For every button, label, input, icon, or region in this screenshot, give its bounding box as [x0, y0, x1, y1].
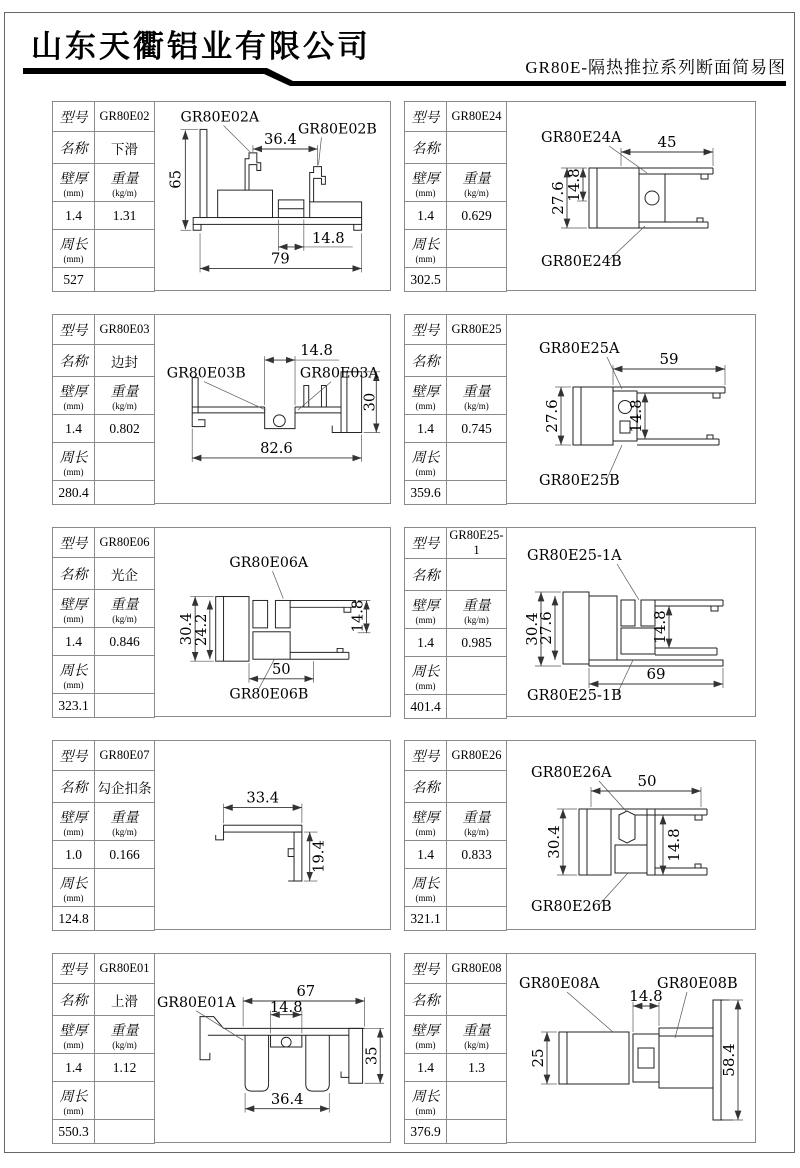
perimeter-value: 550.3: [53, 1120, 95, 1144]
profile-outline: [573, 387, 725, 445]
weight-label: 重量 (kg/m): [447, 1016, 507, 1054]
name-value: 上滑: [95, 984, 155, 1016]
weight-value: 1.12: [95, 1054, 155, 1082]
dim-label: 14.8: [311, 230, 345, 247]
profile-ref-label: GR80E03B: [166, 365, 246, 382]
dim-label: 65: [167, 170, 185, 189]
perimeter-value: 124.8: [53, 907, 95, 931]
thickness-label: 壁厚 (mm): [405, 164, 447, 202]
name-label: 名称: [53, 558, 95, 590]
profile-card: [52, 314, 391, 504]
empty-cell: [447, 443, 507, 481]
thickness-value: 1.4: [405, 841, 447, 869]
weight-label: 重量 (kg/m): [95, 164, 155, 202]
profile-outline: [559, 1000, 733, 1120]
profile-ref-label: GR80E25A: [539, 341, 620, 357]
model-value: GR80E02: [95, 102, 155, 132]
dim-label: 35: [363, 1046, 381, 1066]
perimeter-value: 359.6: [405, 481, 447, 505]
empty-cell: [447, 657, 507, 695]
name-value: 勾企扣条: [95, 771, 155, 803]
profile-card: [404, 314, 756, 504]
perimeter-label: 周长 (mm): [53, 869, 95, 907]
dim-label: 33.4: [246, 789, 280, 807]
model-value: GR80E06: [95, 528, 155, 558]
perimeter-label: 周长 (mm): [405, 1082, 447, 1120]
empty-cell: [95, 1120, 155, 1144]
thickness-label: 壁厚 (mm): [405, 1016, 447, 1054]
spec-table: [404, 953, 507, 1144]
dim-label: 79: [270, 250, 290, 268]
name-label: 名称: [405, 345, 447, 377]
section-drawing: [155, 953, 391, 1143]
profile-ref-label: GR80E25-1A: [527, 548, 622, 564]
dim-label: 58.4: [720, 1043, 738, 1077]
empty-cell: [95, 907, 155, 931]
empty-cell: [447, 268, 507, 292]
dim-label: 27.6: [543, 399, 561, 433]
weight-label: 重量 (kg/m): [447, 164, 507, 202]
section-drawing: [507, 953, 756, 1143]
profile-ref-label: GR80E26A: [531, 765, 612, 781]
profile-ref-label: GR80E01A: [156, 994, 236, 1011]
empty-cell: [447, 695, 507, 719]
profile-card: [404, 740, 756, 930]
page-frame: [4, 12, 795, 1153]
dim-label: 30.4: [178, 612, 196, 646]
section-drawing: [155, 314, 391, 504]
model-value: GR80E01: [95, 954, 155, 984]
perimeter-label: 周长 (mm): [53, 1082, 95, 1120]
dim-label: 30: [361, 392, 379, 412]
perimeter-value: 323.1: [53, 694, 95, 718]
weight-label: 重量 (kg/m): [447, 591, 507, 629]
profile-card: [404, 953, 756, 1143]
spec-table: [404, 527, 507, 719]
dim-label: 14.8: [269, 998, 303, 1016]
spec-table: [52, 740, 155, 931]
model-label: 型号: [53, 102, 95, 132]
name-label: 名称: [53, 984, 95, 1016]
empty-cell: [447, 230, 507, 268]
section-drawing: [155, 101, 391, 291]
section-drawing: [507, 314, 756, 504]
perimeter-value: 401.4: [405, 695, 447, 719]
profile-outline: [579, 809, 707, 875]
empty-cell: [95, 656, 155, 694]
profile-card: [404, 527, 756, 717]
thickness-value: 1.4: [405, 202, 447, 230]
name-label: 名称: [53, 132, 95, 164]
name-label: 名称: [53, 345, 95, 377]
profile-ref-label: GR80E02B: [297, 121, 377, 138]
model-label: 型号: [405, 102, 447, 132]
model-value: GR80E08: [447, 954, 507, 984]
thickness-value: 1.4: [53, 1054, 95, 1082]
profile-outline: [589, 168, 713, 228]
name-value: [447, 559, 507, 591]
empty-cell: [447, 1082, 507, 1120]
empty-cell: [447, 1120, 507, 1144]
profile-ref-label: GR80E24B: [541, 254, 622, 270]
perimeter-label: 周长 (mm): [53, 230, 95, 268]
name-label: 名称: [53, 771, 95, 803]
thickness-value: 1.4: [53, 628, 95, 656]
section-drawing: [155, 527, 391, 717]
dim-label: 67: [296, 983, 316, 1001]
weight-value: 0.166: [95, 841, 155, 869]
name-value: 光企: [95, 558, 155, 590]
name-value: [447, 771, 507, 803]
dim-label: 24.2: [192, 613, 210, 647]
profile-card: [52, 740, 391, 930]
extension-lines: [224, 804, 318, 881]
thickness-label: 壁厚 (mm): [405, 591, 447, 629]
dim-label: 14.8: [665, 828, 683, 862]
perimeter-value: 280.4: [53, 481, 95, 505]
name-label: 名称: [405, 984, 447, 1016]
perimeter-label: 周长 (mm): [405, 230, 447, 268]
empty-cell: [95, 230, 155, 268]
dim-label: 14.8: [627, 399, 645, 433]
dim-label: 14.8: [565, 168, 583, 202]
dim-label: 27.6: [537, 611, 555, 645]
model-label: 型号: [53, 528, 95, 558]
spec-table: [404, 101, 507, 292]
dim-label: 50: [271, 660, 291, 678]
empty-cell: [95, 481, 155, 505]
model-value: GR80E07: [95, 741, 155, 771]
dim-label: 14.8: [629, 987, 663, 1005]
model-value: GR80E25-1: [447, 528, 507, 559]
name-value: [447, 984, 507, 1016]
profile-outline: [200, 1017, 365, 1091]
name-value: [447, 345, 507, 377]
dim-label: 14.8: [300, 342, 333, 360]
name-label: 名称: [405, 771, 447, 803]
model-value: GR80E03: [95, 315, 155, 345]
weight-label: 重量 (kg/m): [95, 590, 155, 628]
dim-label: 36.4: [270, 1090, 304, 1108]
sheet-title: GR80E-隔热推拉系列断面简易图: [525, 58, 786, 77]
spec-table: [52, 314, 155, 505]
thickness-label: 壁厚 (mm): [405, 803, 447, 841]
dim-label: 82.6: [260, 440, 293, 458]
perimeter-value: 527: [53, 268, 95, 292]
profile-outline: [216, 825, 302, 881]
thickness-label: 壁厚 (mm): [53, 377, 95, 415]
dim-label: 25: [529, 1048, 547, 1068]
profile-card: [52, 953, 391, 1143]
dim-label: 36.4: [263, 131, 297, 149]
spec-table: [52, 527, 155, 718]
model-label: 型号: [405, 741, 447, 771]
weight-value: 0.833: [447, 841, 507, 869]
weight-value: 0.985: [447, 629, 507, 657]
spec-table: [52, 101, 155, 292]
weight-label: 重量 (kg/m): [95, 803, 155, 841]
model-label: 型号: [405, 954, 447, 984]
weight-label: 重量 (kg/m): [95, 377, 155, 415]
model-label: 型号: [53, 741, 95, 771]
empty-cell: [95, 869, 155, 907]
empty-cell: [95, 1082, 155, 1120]
section-drawing: [507, 740, 756, 930]
model-label: 型号: [53, 954, 95, 984]
name-label: 名称: [405, 559, 447, 591]
empty-cell: [447, 907, 507, 931]
name-label: 名称: [405, 132, 447, 164]
profile-ref-label: GR80E06A: [229, 555, 309, 572]
perimeter-label: 周长 (mm): [405, 657, 447, 695]
section-drawing: [507, 527, 756, 717]
empty-cell: [95, 268, 155, 292]
dim-label: 14.8: [349, 599, 367, 633]
model-value: GR80E24: [447, 102, 507, 132]
thickness-label: 壁厚 (mm): [53, 164, 95, 202]
empty-cell: [95, 694, 155, 718]
name-value: [447, 132, 507, 164]
perimeter-label: 周长 (mm): [53, 656, 95, 694]
model-label: 型号: [405, 528, 447, 559]
perimeter-value: 321.1: [405, 907, 447, 931]
dim-label: 50: [637, 772, 657, 790]
thickness-label: 壁厚 (mm): [53, 590, 95, 628]
thickness-value: 1.4: [53, 415, 95, 443]
profile-ref-label: GR80E08A: [519, 976, 600, 992]
model-label: 型号: [405, 315, 447, 345]
section-drawing: [155, 740, 391, 930]
profile-ref-label: GR80E02A: [180, 109, 260, 126]
thickness-label: 壁厚 (mm): [53, 1016, 95, 1054]
dim-label: 30.4: [545, 825, 563, 859]
dim-label: 19.4: [310, 840, 328, 873]
model-value: GR80E26: [447, 741, 507, 771]
weight-value: 0.802: [95, 415, 155, 443]
weight-value: 1.3: [447, 1054, 507, 1082]
model-label: 型号: [53, 315, 95, 345]
company-name: 山东天衢铝业有限公司: [31, 29, 371, 64]
profile-outline: [216, 597, 356, 662]
extension-lines: [561, 146, 713, 260]
profile-ref-label: GR80E25-1B: [527, 688, 622, 704]
weight-value: 1.31: [95, 202, 155, 230]
dim-label: 45: [657, 133, 677, 151]
weight-value: 0.745: [447, 415, 507, 443]
model-value: GR80E25: [447, 315, 507, 345]
weight-label: 重量 (kg/m): [447, 377, 507, 415]
spec-table: [404, 740, 507, 931]
dim-label: 14.8: [651, 610, 669, 644]
empty-cell: [95, 443, 155, 481]
weight-label: 重量 (kg/m): [95, 1016, 155, 1054]
thickness-value: 1.4: [405, 629, 447, 657]
name-value: 下滑: [95, 132, 155, 164]
spec-table: [52, 953, 155, 1144]
dim-label: 30.4: [523, 612, 541, 646]
profile-ref-label: GR80E25B: [539, 473, 620, 489]
perimeter-value: 302.5: [405, 268, 447, 292]
thickness-value: 1.4: [53, 202, 95, 230]
profile-ref-label: GR80E26B: [531, 899, 612, 915]
perimeter-label: 周长 (mm): [405, 869, 447, 907]
dim-label: 69: [646, 665, 666, 683]
profile-ref-label: GR80E06B: [229, 686, 309, 703]
thickness-value: 1.4: [405, 1054, 447, 1082]
thickness-value: 1.4: [405, 415, 447, 443]
dim-label: 27.6: [549, 181, 567, 215]
profile-card: [404, 101, 756, 291]
thickness-value: 1.0: [53, 841, 95, 869]
perimeter-value: 376.9: [405, 1120, 447, 1144]
empty-cell: [447, 869, 507, 907]
section-drawing: [507, 101, 756, 291]
profile-card: [52, 527, 391, 717]
profile-ref-label: GR80E03A: [299, 365, 379, 382]
empty-cell: [447, 481, 507, 505]
thickness-label: 壁厚 (mm): [405, 377, 447, 415]
name-value: 边封: [95, 345, 155, 377]
profile-card: [52, 101, 391, 291]
dim-label: 59: [659, 350, 679, 368]
profile-ref-label: GR80E08B: [657, 976, 738, 992]
perimeter-label: 周长 (mm): [53, 443, 95, 481]
profile-outline: [563, 592, 723, 666]
profile-grid: [52, 101, 756, 1143]
weight-value: 0.629: [447, 202, 507, 230]
thickness-label: 壁厚 (mm): [53, 803, 95, 841]
profile-ref-label: GR80E24A: [541, 130, 622, 146]
spec-table: [404, 314, 507, 505]
weight-value: 0.846: [95, 628, 155, 656]
weight-label: 重量 (kg/m): [447, 803, 507, 841]
perimeter-label: 周长 (mm): [405, 443, 447, 481]
